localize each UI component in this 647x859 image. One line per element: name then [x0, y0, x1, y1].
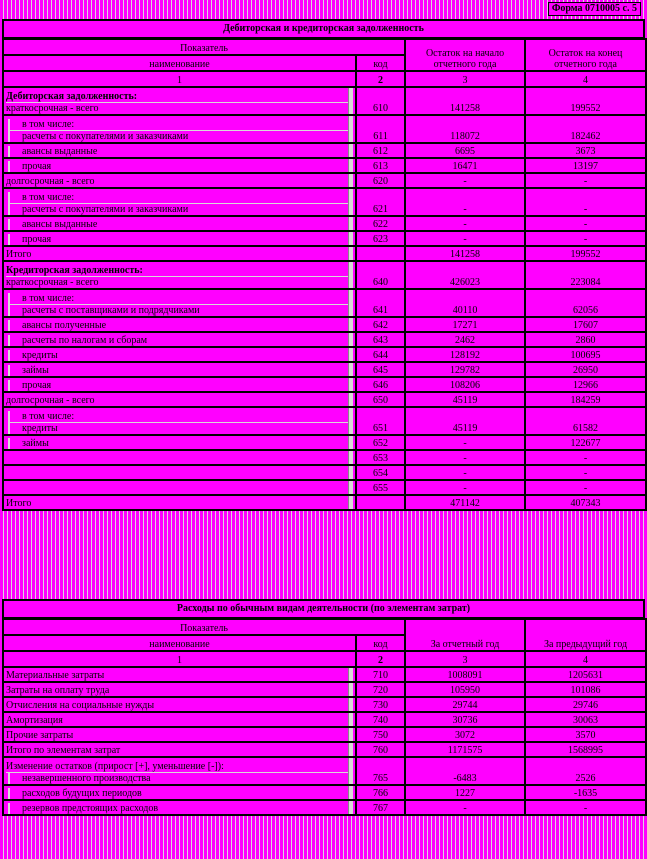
row-label-line: авансы выданные	[8, 219, 353, 230]
row-value-col3: 128192	[405, 347, 525, 362]
row-label-line: расчеты с поставщиками и подрядчиками	[8, 305, 353, 316]
row-value-col4: 1205631	[525, 667, 646, 682]
row-value-col3: 17271	[405, 317, 525, 332]
row-value-col4: 62056	[525, 289, 646, 317]
row-value-col3: -	[405, 800, 525, 815]
row-label	[3, 757, 356, 785]
row-label-line: незавершенного производства	[8, 773, 353, 784]
row-label	[3, 727, 356, 742]
row-value-col4: 13197	[525, 158, 646, 173]
header-num-2: 2	[356, 71, 405, 87]
row-divider-bar	[348, 481, 353, 494]
row-divider-bar	[348, 348, 353, 361]
row-label	[3, 407, 356, 435]
row-label	[3, 362, 356, 377]
row-value-col4: 12966	[525, 377, 646, 392]
row-value-col4: 29746	[525, 697, 646, 712]
row-code: 613	[356, 158, 405, 173]
header-num-3: 3	[405, 71, 525, 87]
table-row	[3, 246, 646, 261]
row-code: 621	[356, 188, 405, 216]
row-code: 730	[356, 697, 405, 712]
row-label	[3, 347, 356, 362]
table-row	[3, 188, 646, 216]
row-value-col3: 118072	[405, 115, 525, 143]
row-value-col3: 30736	[405, 712, 525, 727]
row-code: 653	[356, 450, 405, 465]
header-name: наименование	[3, 55, 356, 71]
row-label	[3, 216, 356, 231]
row-label	[3, 480, 356, 495]
table-row	[3, 143, 646, 158]
row-code: 643	[356, 332, 405, 347]
row-divider-bar	[348, 333, 353, 346]
row-divider-bar	[348, 436, 353, 449]
row-value-col3: 141258	[405, 87, 525, 115]
row-value-col4: 2860	[525, 332, 646, 347]
row-divider-bar	[348, 393, 353, 406]
table-row	[3, 800, 646, 815]
table-row	[3, 87, 646, 115]
row-label-line: в том числе:	[8, 192, 353, 204]
row-divider-bar	[348, 144, 353, 157]
row-value-col3: 105950	[405, 682, 525, 697]
header-num-2: 2	[356, 651, 405, 667]
row-value-col3: 3072	[405, 727, 525, 742]
row-value-col3: 108206	[405, 377, 525, 392]
row-divider-bar	[348, 743, 353, 756]
row-divider-bar	[348, 408, 353, 434]
row-value-col3: 45119	[405, 392, 525, 407]
row-code: 650	[356, 392, 405, 407]
table-row	[3, 697, 646, 712]
row-divider-bar	[348, 451, 353, 464]
header-col3: За отчетный год	[405, 619, 525, 651]
row-code: 644	[356, 347, 405, 362]
row-code: 720	[356, 682, 405, 697]
table-row	[3, 742, 646, 757]
row-label	[3, 682, 356, 697]
row-value-col3: 2462	[405, 332, 525, 347]
row-divider-bar	[348, 378, 353, 391]
row-code: 641	[356, 289, 405, 317]
row-divider-bar	[348, 247, 353, 260]
row-code: 645	[356, 362, 405, 377]
section1-title: Дебиторская и кредиторская задолженность	[2, 19, 645, 39]
table-row	[3, 347, 646, 362]
row-code: 612	[356, 143, 405, 158]
header-num-1: 1	[3, 71, 356, 87]
row-value-col4: 30063	[525, 712, 646, 727]
header-num-4: 4	[525, 71, 646, 87]
header-col3: Остаток на начало отчетного года	[405, 39, 525, 71]
table-row	[3, 362, 646, 377]
row-label-line: Амортизация	[6, 715, 63, 726]
row-code: 740	[356, 712, 405, 727]
header-name: наименование	[3, 635, 356, 651]
row-value-col3: 471142	[405, 495, 525, 510]
row-code: 620	[356, 173, 405, 188]
row-value-col3: 141258	[405, 246, 525, 261]
row-label-line: краткосрочная - всего	[6, 103, 99, 114]
row-value-col3: -	[405, 188, 525, 216]
row-divider-bar	[348, 189, 353, 215]
row-label	[3, 785, 356, 800]
row-value-col3: -	[405, 435, 525, 450]
table-row	[3, 173, 646, 188]
row-value-col4: 61582	[525, 407, 646, 435]
row-value-col4: -	[525, 480, 646, 495]
row-code: 646	[356, 377, 405, 392]
row-label	[3, 173, 356, 188]
table-row	[3, 158, 646, 173]
row-label-line: Отчисления на социальные нужды	[6, 700, 155, 711]
row-label-line: прочая	[8, 234, 353, 245]
row-label	[3, 143, 356, 158]
row-code: 611	[356, 115, 405, 143]
header-col4: За предыдущий год	[525, 619, 646, 651]
row-code: 640	[356, 261, 405, 289]
row-value-col4: -	[525, 450, 646, 465]
row-label	[3, 392, 356, 407]
row-label-line: в том числе:	[8, 411, 353, 423]
row-label-line: прочая	[8, 380, 353, 391]
table-row	[3, 450, 646, 465]
row-value-col3: -6483	[405, 757, 525, 785]
row-divider-bar	[348, 88, 353, 114]
row-value-col4: 223084	[525, 261, 646, 289]
row-divider-bar	[348, 174, 353, 187]
row-divider-bar	[348, 786, 353, 799]
table-row	[3, 216, 646, 231]
row-label-line: Итого	[6, 249, 32, 260]
row-divider-bar	[348, 363, 353, 376]
row-label-line: Итого	[6, 498, 32, 509]
row-label-line: в том числе:	[8, 293, 353, 305]
row-label	[3, 261, 356, 289]
row-label-line: краткосрочная - всего	[6, 277, 99, 288]
row-value-col3: 40110	[405, 289, 525, 317]
row-divider-bar	[348, 728, 353, 741]
row-code: 652	[356, 435, 405, 450]
row-code: 750	[356, 727, 405, 742]
row-label-line: Кредиторская задолженность:	[6, 265, 353, 277]
row-label-line: долгосрочная - всего	[6, 395, 95, 406]
row-value-col3: -	[405, 480, 525, 495]
row-value-col4: 3570	[525, 727, 646, 742]
row-value-col3: 45119	[405, 407, 525, 435]
row-label-line: Прочие затраты	[6, 730, 74, 741]
row-label	[3, 188, 356, 216]
row-label	[3, 465, 356, 480]
row-value-col4: -	[525, 216, 646, 231]
row-label	[3, 697, 356, 712]
row-value-col3: 1227	[405, 785, 525, 800]
header-num-3: 3	[405, 651, 525, 667]
row-value-col3: 29744	[405, 697, 525, 712]
row-label	[3, 450, 356, 465]
row-divider-bar	[348, 801, 353, 814]
row-code: 610	[356, 87, 405, 115]
row-divider-bar	[348, 713, 353, 726]
row-code: 760	[356, 742, 405, 757]
row-value-col4: -	[525, 173, 646, 188]
table-row	[3, 727, 646, 742]
table-row	[3, 435, 646, 450]
row-label-line: кредиты	[8, 350, 353, 361]
row-label-line: кредиты	[8, 423, 353, 434]
table-row	[3, 261, 646, 289]
row-code: 766	[356, 785, 405, 800]
table-row	[3, 289, 646, 317]
row-label	[3, 246, 356, 261]
row-divider-bar	[348, 668, 353, 681]
row-code: 655	[356, 480, 405, 495]
table-row	[3, 682, 646, 697]
row-code: 622	[356, 216, 405, 231]
row-code: 767	[356, 800, 405, 815]
table-row	[3, 231, 646, 246]
row-label-line: Материальные затраты	[6, 670, 105, 681]
section2-title: Расходы по обычным видам деятельности (по элементам затрат)	[2, 599, 645, 619]
row-label-line: Затраты на оплату труда	[6, 685, 110, 696]
table-row	[3, 712, 646, 727]
row-divider-bar	[348, 496, 353, 509]
row-divider-bar	[348, 159, 353, 172]
table-row	[3, 115, 646, 143]
table-row	[3, 317, 646, 332]
row-label-line: прочая	[8, 161, 353, 172]
row-value-col4: 100695	[525, 347, 646, 362]
row-value-col4: 407343	[525, 495, 646, 510]
row-label	[3, 87, 356, 115]
table-row	[3, 480, 646, 495]
row-value-col3: 129782	[405, 362, 525, 377]
row-label	[3, 158, 356, 173]
row-label-line: расчеты с покупателями и заказчиками	[8, 131, 353, 142]
row-value-col4: 199552	[525, 246, 646, 261]
expenses-table	[2, 618, 647, 816]
row-label-line: Дебиторская задолженность:	[6, 91, 353, 103]
row-value-col4: 122677	[525, 435, 646, 450]
row-value-col4: -1635	[525, 785, 646, 800]
table-row	[3, 407, 646, 435]
header-num-1: 1	[3, 651, 356, 667]
header-indicator: Показатель	[3, 39, 405, 55]
row-value-col3: 6695	[405, 143, 525, 158]
row-divider-bar	[348, 683, 353, 696]
row-divider-bar	[348, 698, 353, 711]
table-row	[3, 495, 646, 510]
row-label	[3, 377, 356, 392]
row-label-line: авансы выданные	[8, 146, 353, 157]
row-value-col3: -	[405, 216, 525, 231]
table-row	[3, 377, 646, 392]
row-label-line: в том числе:	[8, 119, 353, 131]
header-code: код	[356, 635, 405, 651]
row-code: 651	[356, 407, 405, 435]
row-value-col4: 184259	[525, 392, 646, 407]
row-code: 642	[356, 317, 405, 332]
row-value-col3: 1008091	[405, 667, 525, 682]
row-label	[3, 800, 356, 815]
row-label	[3, 115, 356, 143]
row-label-line: Итого по элементам затрат	[6, 745, 121, 756]
row-value-col3: -	[405, 465, 525, 480]
table-row	[3, 465, 646, 480]
row-code	[356, 246, 405, 261]
row-label-line: расчеты по налогам и сборам	[8, 335, 353, 346]
table-row	[3, 757, 646, 785]
row-value-col4: -	[525, 188, 646, 216]
row-code: 654	[356, 465, 405, 480]
row-value-col3: 1171575	[405, 742, 525, 757]
row-label-line: долгосрочная - всего	[6, 176, 95, 187]
header-indicator: Показатель	[3, 619, 405, 635]
row-label-line: авансы полученные	[8, 320, 353, 331]
row-label	[3, 231, 356, 246]
row-value-col4: 3673	[525, 143, 646, 158]
header-col4: Остаток на конец отчетного года	[525, 39, 646, 71]
row-label	[3, 667, 356, 682]
row-value-col4: 199552	[525, 87, 646, 115]
row-label-line: резервов предстоящих расходов	[8, 803, 353, 814]
row-value-col4: 17607	[525, 317, 646, 332]
row-label-line: займы	[8, 365, 353, 376]
row-divider-bar	[348, 116, 353, 142]
row-value-col3: -	[405, 173, 525, 188]
form-label: Форма 0710005 с. 5	[548, 2, 641, 16]
row-code: 710	[356, 667, 405, 682]
row-value-col4: 101086	[525, 682, 646, 697]
row-value-col3: -	[405, 450, 525, 465]
row-label-line: займы	[8, 438, 353, 449]
row-label	[3, 435, 356, 450]
row-value-col4: 1568995	[525, 742, 646, 757]
row-divider-bar	[348, 318, 353, 331]
row-value-col4: 2526	[525, 757, 646, 785]
row-value-col4: -	[525, 465, 646, 480]
row-value-col3: -	[405, 231, 525, 246]
row-code: 623	[356, 231, 405, 246]
row-divider-bar	[348, 232, 353, 245]
row-value-col3: 16471	[405, 158, 525, 173]
row-label	[3, 742, 356, 757]
row-label	[3, 495, 356, 510]
row-divider-bar	[348, 758, 353, 784]
row-value-col4: 182462	[525, 115, 646, 143]
row-value-col3: 426023	[405, 261, 525, 289]
row-label	[3, 317, 356, 332]
row-value-col4: 26950	[525, 362, 646, 377]
row-code	[356, 495, 405, 510]
row-label-line: расчеты с покупателями и заказчиками	[8, 204, 353, 215]
row-label-line: расходов будущих периодов	[8, 788, 353, 799]
row-value-col4: -	[525, 231, 646, 246]
row-label	[3, 332, 356, 347]
row-divider-bar	[348, 262, 353, 288]
row-divider-bar	[348, 217, 353, 230]
table-row	[3, 392, 646, 407]
table-row	[3, 785, 646, 800]
table-row	[3, 667, 646, 682]
row-label	[3, 712, 356, 727]
header-num-4: 4	[525, 651, 646, 667]
table-row	[3, 332, 646, 347]
row-value-col4: -	[525, 800, 646, 815]
header-code: код	[356, 55, 405, 71]
receivables-payables-table	[2, 38, 647, 511]
row-divider-bar	[348, 466, 353, 479]
row-code: 765	[356, 757, 405, 785]
row-label-line: Изменение остатков (прирост [+], уменьшение [-]):	[6, 761, 353, 773]
row-divider-bar	[348, 290, 353, 316]
row-label	[3, 289, 356, 317]
